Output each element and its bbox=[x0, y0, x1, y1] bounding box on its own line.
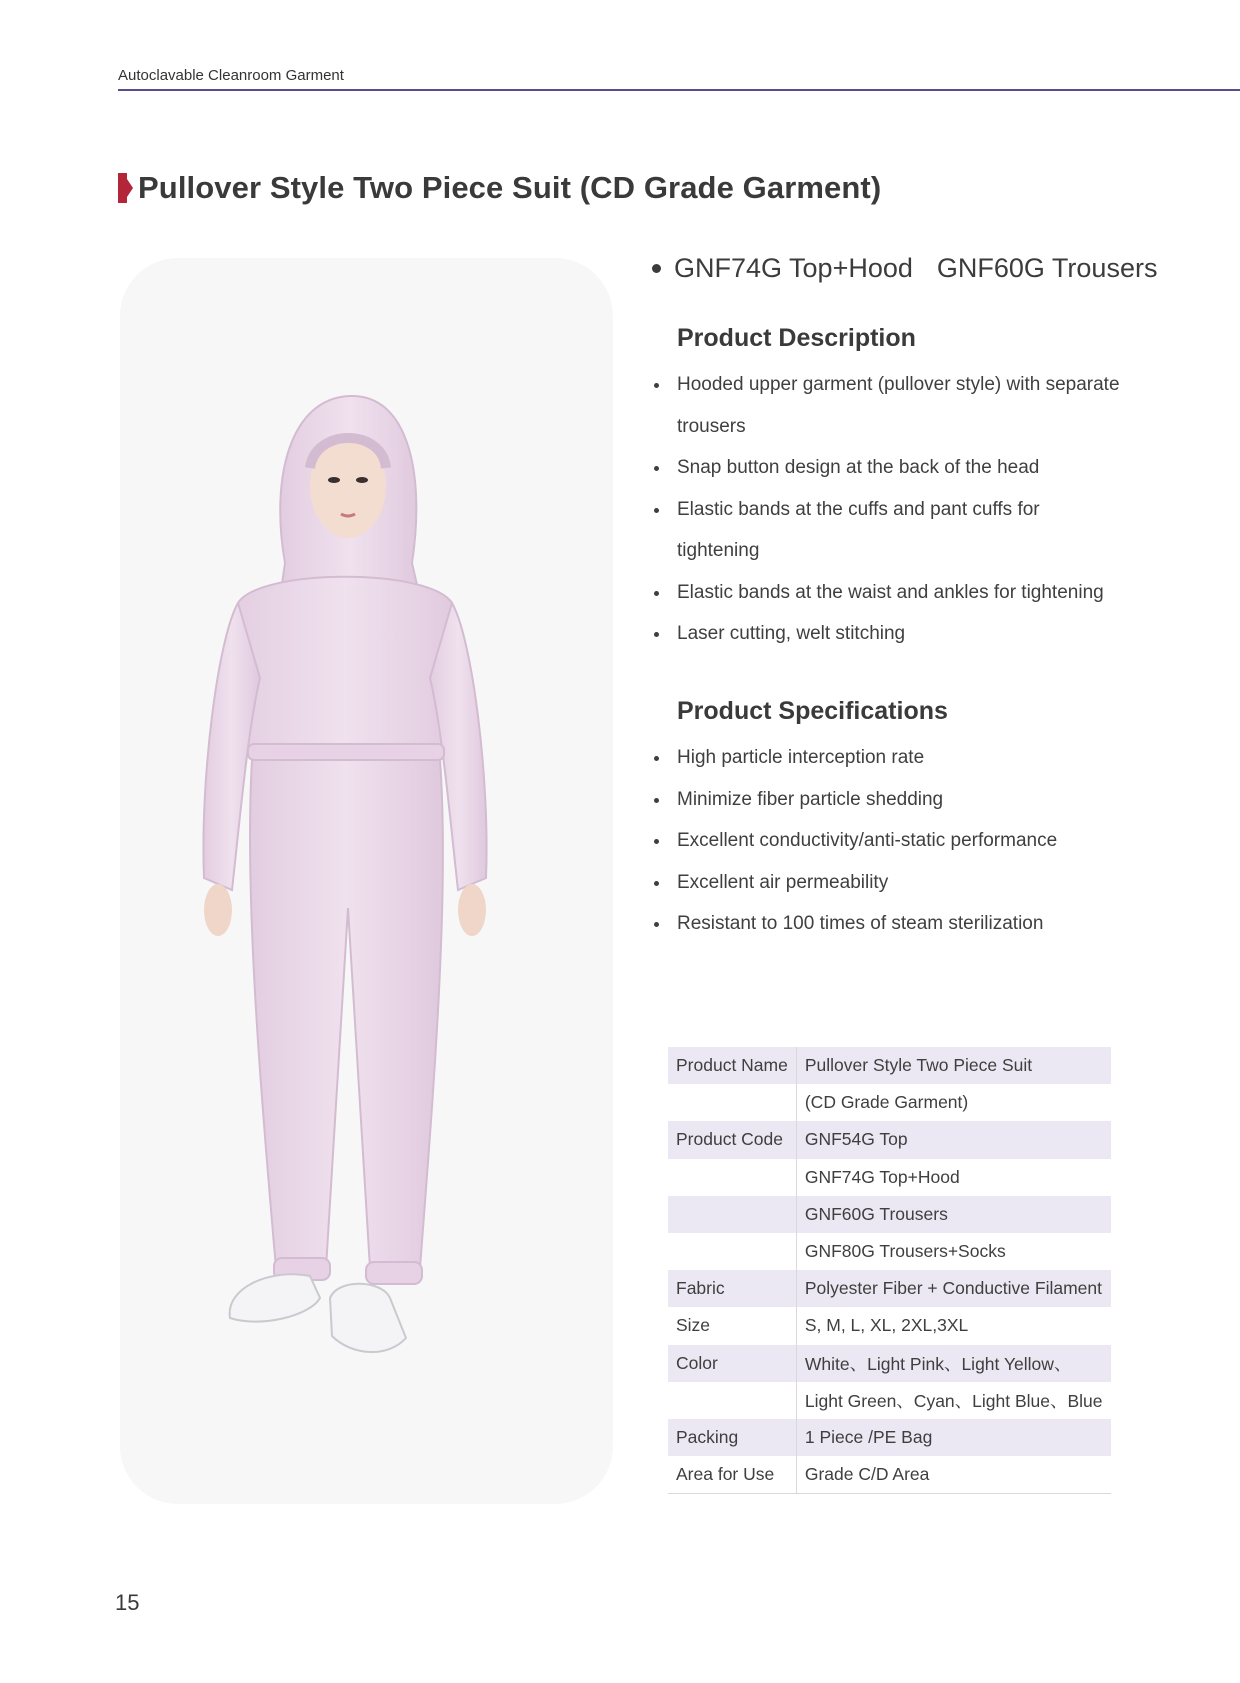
bullet-icon bbox=[654, 798, 659, 803]
list-item: Snap button design at the back of the head bbox=[652, 447, 1122, 489]
table-row bbox=[668, 1345, 1111, 1382]
list-item: High particle interception rate bbox=[652, 737, 1122, 779]
table-row bbox=[668, 1382, 1111, 1419]
model-line bbox=[652, 253, 1157, 284]
table-label bbox=[668, 1233, 796, 1270]
bullet-icon bbox=[654, 632, 659, 637]
list-item: Hooded upper garment (pullover style) with separate trousers bbox=[652, 364, 1122, 447]
specifications-heading: Product Specifications bbox=[677, 697, 948, 725]
table-value: S, M, L, XL, 2XL,3XL bbox=[804, 1315, 969, 1336]
table-value: (CD Grade Garment) bbox=[804, 1092, 969, 1113]
table-label bbox=[668, 1159, 796, 1196]
page-number: 15 bbox=[115, 1590, 140, 1615]
table-label bbox=[668, 1196, 796, 1233]
bullet-icon bbox=[654, 383, 659, 388]
table-label: Product Code bbox=[668, 1121, 796, 1158]
list-item: Elastic bands at the cuffs and pant cuffs for tightening bbox=[652, 489, 1122, 572]
bullet-icon bbox=[654, 839, 659, 844]
table-row bbox=[668, 1307, 1111, 1344]
table-label bbox=[668, 1382, 796, 1419]
running-header: Autoclavable Cleanroom Garment bbox=[118, 67, 344, 84]
list-item: Excellent conductivity/anti-static performance bbox=[652, 820, 1122, 862]
table-label: Color bbox=[668, 1345, 796, 1382]
suit-illustration bbox=[120, 258, 613, 1504]
bullet-icon bbox=[654, 466, 659, 471]
title-row bbox=[118, 170, 881, 206]
table-row bbox=[668, 1419, 1111, 1456]
table-value: GNF74G Top+Hood bbox=[804, 1166, 960, 1187]
description-heading: Product Description bbox=[677, 324, 916, 352]
description-list bbox=[652, 364, 1122, 655]
title-marker-icon bbox=[118, 173, 132, 203]
list-item: Laser cutting, welt stitching bbox=[652, 613, 1122, 655]
table-label: Fabric bbox=[668, 1270, 796, 1307]
table-value: Grade C/D Area bbox=[796, 1456, 1110, 1493]
bullet-icon bbox=[652, 264, 661, 273]
bullet-icon bbox=[654, 881, 659, 886]
table-label: Area for Use bbox=[668, 1456, 796, 1493]
list-item: Minimize fiber particle shedding bbox=[652, 779, 1122, 821]
table-value: White、Light Pink、Light Yellow、 bbox=[796, 1345, 1110, 1382]
table-row bbox=[668, 1270, 1111, 1307]
list-item: Elastic bands at the waist and ankles for tightening bbox=[652, 572, 1122, 614]
table-value: GNF54G Top bbox=[796, 1121, 1110, 1158]
table-value: GNF80G Trousers+Socks bbox=[804, 1241, 1006, 1262]
bullet-icon bbox=[654, 922, 659, 927]
table-value: GNF60G Trousers bbox=[796, 1196, 1110, 1233]
table-label: Product Name bbox=[668, 1047, 796, 1084]
bullet-icon bbox=[654, 591, 659, 596]
table-label: Size bbox=[668, 1307, 796, 1344]
table-row bbox=[668, 1233, 1111, 1270]
spec-table bbox=[668, 1047, 1111, 1494]
table-value: Polyester Fiber + Conductive Filament bbox=[796, 1270, 1110, 1307]
product-photo bbox=[120, 258, 613, 1504]
header-rule bbox=[118, 89, 1240, 91]
table-value: Pullover Style Two Piece Suit bbox=[796, 1047, 1110, 1084]
bullet-icon bbox=[654, 508, 659, 513]
list-item: Excellent air permeability bbox=[652, 862, 1122, 904]
table-row bbox=[668, 1047, 1111, 1084]
table-label bbox=[668, 1084, 796, 1121]
table-value: Light Green、Cyan、Light Blue、Blue bbox=[804, 1390, 1103, 1411]
table-label: Packing bbox=[668, 1419, 796, 1456]
table-value: 1 Piece /PE Bag bbox=[796, 1419, 1110, 1456]
table-row bbox=[668, 1159, 1111, 1196]
bullet-icon bbox=[654, 756, 659, 761]
table-row bbox=[668, 1084, 1111, 1121]
table-row bbox=[668, 1196, 1111, 1233]
table-row bbox=[668, 1456, 1111, 1493]
model-top-hood: GNF74G Top+Hood bbox=[674, 253, 913, 283]
specifications-list bbox=[652, 737, 1122, 945]
list-item: Resistant to 100 times of steam sterilization bbox=[652, 903, 1122, 945]
page-title: Pullover Style Two Piece Suit (CD Grade Garment) bbox=[138, 170, 882, 205]
model-trousers: GNF60G Trousers bbox=[936, 253, 1158, 283]
table-row bbox=[668, 1121, 1111, 1158]
